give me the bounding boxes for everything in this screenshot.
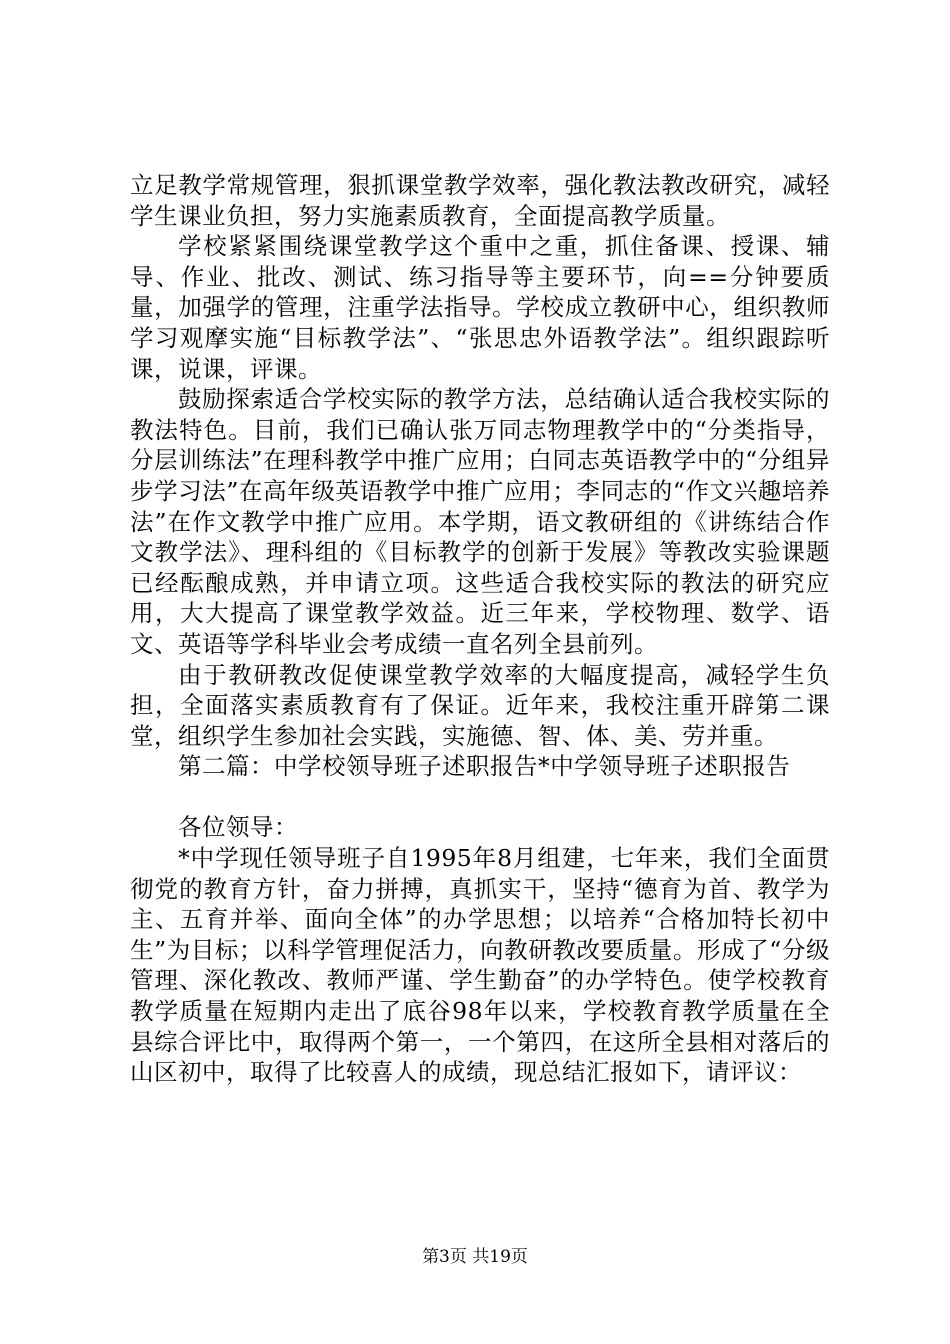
salutation: 各位领导： <box>178 813 298 842</box>
paragraph-quality-education: 由于教研教改促使课堂教学效率的大幅度提高，减轻学生负担，全面落实素质教育有了保证。近年来，我校注重开辟第二课堂，组织学生参加社会实践，实施德、智、体、美、劳并重。 <box>130 660 830 750</box>
page-number-footer: 第3页 共19页 <box>422 1247 528 1267</box>
paragraph-report-summary: *中学现任领导班子自1995年8月组建，七年来，我们全面贯彻党的教育方针，奋力拼搏，真抓实干，坚持“德育为首、教学为主、五育并举、面向全体”的办学思想；以培养“合格加特长初中生”为目标；以科学管理促活力，向教研教改要质量。形成了“分级管理、深化教改、教师严谨、学生勤奋”的办学特色。使学校教育教学质量在短期内走出了底谷98年以来，学校教育教学质量在全县综合评比中，取得两个第一，一个第四，在这所全县相对落后的山区初中，取得了比较喜人的成绩，现总结汇报如下，请评议： <box>130 844 830 1087</box>
paragraph-teaching-management: 立足教学常规管理，狠抓课堂教学效率，强化教法教改研究，减轻学生课业负担，努力实施素质教育，全面提高教学质量。 <box>130 171 830 230</box>
paragraph-classroom-teaching: 学校紧紧围绕课堂教学这个重中之重，抓住备课、授课、辅导、作业、批改、测试、练习指导等主要环节，向==分钟要质量，加强学的管理，注重学法指导。学校成立教研中心，组织教师学习观摩实施“目标教学法”、“张思忠外语教学法”。组织跟踪听课，说课，评课。 <box>130 232 830 383</box>
document-body <box>130 170 830 1088</box>
section-heading: 第二篇：中学校领导班子述职报告*中学领导班子述职报告 <box>178 752 791 781</box>
paragraph-teaching-methods: 鼓励探索适合学校实际的教学方法，总结确认适合我校实际的教法特色。目前，我们已确认张万同志物理教学中的“分类指导，分层训练法”在理科教学中推广应用；白同志英语教学中的“分组异步学习法”在高年级英语教学中推广应用；李同志的“作文兴趣培养法”在作文教学中推广应用。本学期，语文教研组的《讲练结合作文教学法》、理科组的《目标教学的创新于发展》等教改实验课题已经酝酿成熟，并申请立项。这些适合我校实际的教法的研究应用，大大提高了课堂教学效益。近三年来，学校物理、数学、语文、英语等学科毕业会考成绩一直名列全县前列。 <box>130 385 830 658</box>
blank-line <box>130 782 830 813</box>
